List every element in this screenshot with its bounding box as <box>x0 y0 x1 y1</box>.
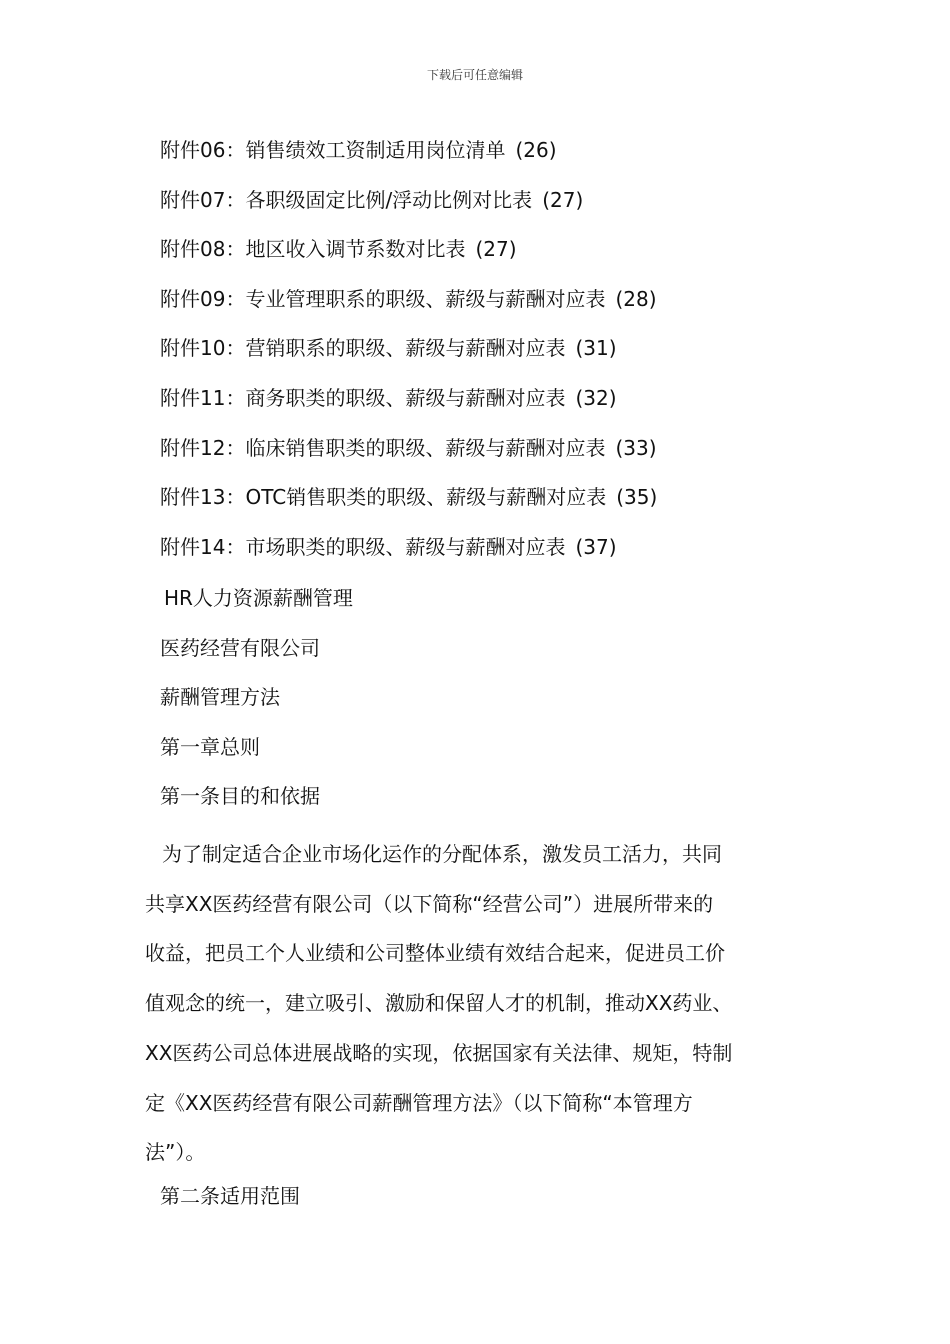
toc-entry[interactable] <box>160 380 860 430</box>
toc-entry-page: (35) <box>616 485 658 510</box>
toc-entry-label: 附件10：营销职系的职级、薪级与薪酬对应表 <box>160 336 566 361</box>
toc-entry-page: (32) <box>575 385 617 410</box>
toc-entry[interactable] <box>160 281 860 331</box>
toc-entry-label: 附件14：市场职类的职级、薪级与薪酬对应表 <box>160 534 566 559</box>
hr-title-line: HR人力资源薪酬管理 <box>164 586 353 610</box>
toc-entry-page: (28) <box>615 286 657 311</box>
paragraph-line: 为了制定适合企业市场化运作的分配体系，激发员工活力，共同 <box>162 842 722 866</box>
document-heading-block <box>160 580 860 828</box>
paragraph-line: 共享XX医药经营有限公司（以下简称“经营公司”）进展所带来的 <box>145 891 714 916</box>
document-title: 薪酬管理方法 <box>160 685 280 710</box>
company-name: 医药经营有限公司 <box>160 635 320 660</box>
toc-entry-page: (26) <box>515 138 557 162</box>
toc-entry-label: 附件07：各职级固定比例/浮动比例对比表 <box>160 187 533 212</box>
toc-entry-label: 附件09：专业管理职系的职级、薪级与薪酬对应表 <box>160 286 606 311</box>
toc-entry-label: 附件11：商务职类的职级、薪级与薪酬对应表 <box>160 385 566 410</box>
toc-entry[interactable] <box>160 529 860 579</box>
paragraph-line: 法”）。 <box>145 1140 206 1165</box>
toc-entry-label: 附件13：OTC销售职类的职级、薪级与薪酬对应表 <box>160 485 607 510</box>
toc-entry[interactable] <box>160 182 860 232</box>
toc-entry[interactable] <box>160 330 860 380</box>
article-heading: 第一条目的和依据 <box>160 784 320 809</box>
paragraph-line: 值观念的统一，建立吸引、激励和保留人才的机制，推动XX药业、 <box>145 991 733 1016</box>
toc-entry[interactable] <box>160 479 860 529</box>
appendix-toc-list <box>160 132 860 578</box>
toc-entry-label: 附件08：地区收入调节系数对比表 <box>160 237 466 262</box>
chapter-heading: 第一章总则 <box>160 734 260 759</box>
toc-entry-page: (33) <box>615 435 657 460</box>
toc-entry-label: 附件06：销售绩效工资制适用岗位清单 <box>160 138 506 162</box>
paragraph-line: XX医药公司总体进展战略的实现，依据国家有关法律、规矩，特制 <box>145 1040 733 1065</box>
article2-heading: 第二条适用范围 <box>160 1184 300 1208</box>
toc-entry[interactable] <box>160 430 860 480</box>
toc-entry[interactable] <box>160 231 860 281</box>
toc-entry-label: 附件12：临床销售职类的职级、薪级与薪酬对应表 <box>160 435 606 460</box>
toc-entry-page: (27) <box>542 187 584 212</box>
toc-entry-page: (27) <box>475 237 517 262</box>
article1-paragraph <box>145 830 835 1178</box>
page-header-note: 下载后可任意编辑 <box>426 68 523 82</box>
toc-entry-page: (37) <box>575 534 617 559</box>
toc-entry-page: (31) <box>575 336 617 361</box>
toc-entry[interactable] <box>160 132 860 182</box>
paragraph-line: 定《XX医药经营有限公司薪酬管理方法》（以下简称“本管理方 <box>145 1090 693 1115</box>
paragraph-line: 收益，把员工个人业绩和公司整体业绩有效结合起来，促进员工价 <box>145 941 725 966</box>
